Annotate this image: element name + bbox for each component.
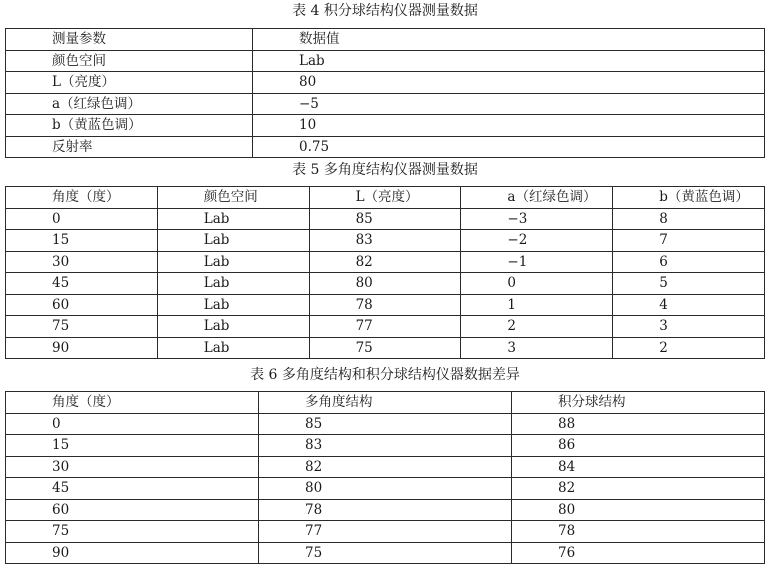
table6-caption: 表 6 多角度结构和积分球结构仪器数据差异 (250, 367, 520, 383)
table-cell: 88 (512, 413, 765, 435)
table-cell: 2 (461, 316, 613, 338)
table-cell: b（黄蓝色调） (6, 115, 253, 137)
table-cell: Lab (253, 50, 765, 72)
table-cell: Lab (157, 294, 309, 316)
table-cell: 78 (259, 499, 512, 521)
table-cell: 30 (6, 456, 259, 478)
table-cell: 90 (6, 337, 158, 359)
table-cell: 75 (6, 316, 158, 338)
table-row (6, 337, 765, 359)
table-row (6, 413, 765, 435)
table-cell: 15 (6, 230, 158, 252)
table-row (6, 478, 765, 500)
table-cell: 80 (512, 499, 765, 521)
column-header: 测量参数 (6, 29, 253, 51)
table-cell: L（亮度） (6, 72, 253, 94)
table-header-row (6, 187, 765, 209)
table-row (6, 521, 765, 543)
table-cell: 0 (461, 273, 613, 295)
table-row (6, 50, 765, 72)
table-row (6, 435, 765, 457)
table5 (5, 186, 765, 359)
table-cell: 85 (309, 208, 461, 230)
table4-caption: 表 4 积分球结构仪器测量数据 (292, 3, 478, 19)
table-row (6, 115, 765, 137)
table-cell: Lab (157, 208, 309, 230)
table-cell: 反射率 (6, 136, 253, 158)
column-header: 积分球结构 (512, 392, 765, 414)
table-cell: 6 (613, 251, 765, 273)
table-cell: 0.75 (253, 136, 765, 158)
table-row (6, 499, 765, 521)
table-cell: −2 (461, 230, 613, 252)
table-cell: 45 (6, 273, 158, 295)
table6 (5, 391, 765, 564)
table-row (6, 273, 765, 295)
table-cell: a（红绿色调） (6, 93, 253, 115)
column-header: 多角度结构 (259, 392, 512, 414)
table-cell: −3 (461, 208, 613, 230)
table-header-row (6, 392, 765, 414)
column-header: b（黄蓝色调） (613, 187, 765, 209)
table-cell: 3 (613, 316, 765, 338)
table-cell: 0 (6, 413, 259, 435)
table-row (6, 542, 765, 564)
table-cell: 2 (613, 337, 765, 359)
table-cell: 0 (6, 208, 158, 230)
table-cell: 83 (259, 435, 512, 457)
column-header: 角度（度） (6, 392, 259, 414)
column-header: L（亮度） (309, 187, 461, 209)
table-cell: 75 (309, 337, 461, 359)
table-row (6, 230, 765, 252)
table-cell: 83 (309, 230, 461, 252)
column-header: a（红绿色调） (461, 187, 613, 209)
column-header: 数据值 (253, 29, 765, 51)
table-cell: 15 (6, 435, 259, 457)
table-cell: 78 (309, 294, 461, 316)
table-cell: 3 (461, 337, 613, 359)
table-cell: 5 (613, 273, 765, 295)
table-cell: 80 (253, 72, 765, 94)
table-cell: 1 (461, 294, 613, 316)
table-cell: Lab (157, 251, 309, 273)
table-cell: 77 (309, 316, 461, 338)
table-cell: 82 (309, 251, 461, 273)
table-cell: Lab (157, 273, 309, 295)
table-cell: 82 (512, 478, 765, 500)
table-cell: −1 (461, 251, 613, 273)
table-cell: 84 (512, 456, 765, 478)
table-cell: Lab (157, 337, 309, 359)
table4 (5, 28, 765, 158)
table-cell: 60 (6, 499, 259, 521)
table-row (6, 251, 765, 273)
table-cell: 4 (613, 294, 765, 316)
table-cell: 77 (259, 521, 512, 543)
table-cell: 60 (6, 294, 158, 316)
table-cell: 颜色空间 (6, 50, 253, 72)
table-cell: 30 (6, 251, 158, 273)
table-cell: 82 (259, 456, 512, 478)
table-row (6, 456, 765, 478)
column-header: 角度（度） (6, 187, 158, 209)
table-cell: 75 (259, 542, 512, 564)
table-cell: −5 (253, 93, 765, 115)
table-row (6, 316, 765, 338)
table5-caption: 表 5 多角度结构仪器测量数据 (292, 162, 478, 178)
table-cell: 90 (6, 542, 259, 564)
table-cell: 8 (613, 208, 765, 230)
table-row (6, 93, 765, 115)
table-cell: 85 (259, 413, 512, 435)
table-cell: 78 (512, 521, 765, 543)
table-header-row (6, 29, 765, 51)
table-row (6, 72, 765, 94)
table-cell: 45 (6, 478, 259, 500)
table-cell: 80 (309, 273, 461, 295)
table-row (6, 136, 765, 158)
table-cell: 80 (259, 478, 512, 500)
table-cell: 75 (6, 521, 259, 543)
column-header: 颜色空间 (157, 187, 309, 209)
table-cell: 86 (512, 435, 765, 457)
table-row (6, 208, 765, 230)
table-cell: Lab (157, 230, 309, 252)
table-cell: 76 (512, 542, 765, 564)
table-row (6, 294, 765, 316)
table-cell: 7 (613, 230, 765, 252)
table-cell: Lab (157, 316, 309, 338)
table-cell: 10 (253, 115, 765, 137)
